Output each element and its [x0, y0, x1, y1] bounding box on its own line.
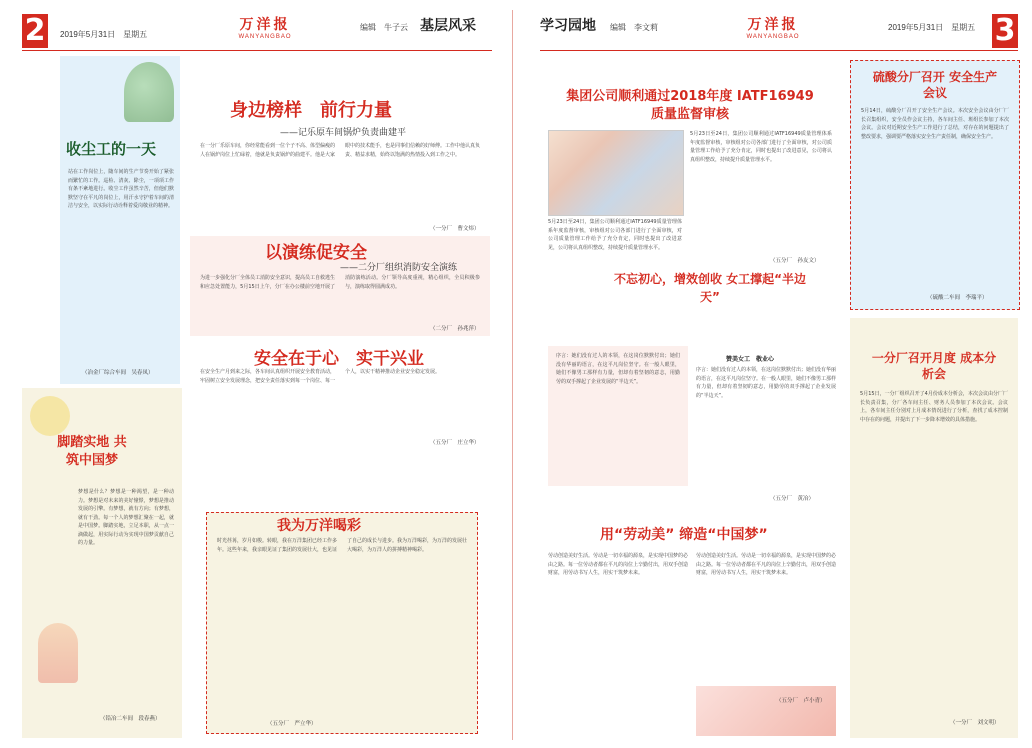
masthead-sub-left: WANYANGBAO [238, 34, 292, 40]
kid-illustration [38, 623, 78, 683]
analysis-article [850, 318, 1018, 738]
analysis-body: 5月15日，一分厂组织召开了4月份成本分析会，本次会议由分厂厂长负责召集，分厂各车间主任、财务人员参加了本次会议。会议上，各车间主任分别对上月成本情况进行了分析，查找了成本控制中存在的问题，并提出了下一步降本增效的具体措施。 [860, 391, 1008, 423]
safety-title: 安全在于心 实干兴业 [254, 349, 424, 369]
editor-right: 编辑 李文莉 [610, 23, 658, 32]
women-poem-title: 赞美女工 敬业心 [726, 356, 775, 363]
section-name-left: 基层风采 [420, 18, 476, 34]
labor-byline: （五分厂 卢小青） [776, 698, 826, 704]
sulfuric-byline: （硫酸二车间 李瑞平） [927, 295, 988, 301]
drill-subtitle: ——二分厂组织消防安全演练 [340, 263, 458, 273]
date-left: 2019年5月31日 星期五 [60, 30, 148, 39]
drill-title: 以演练促安全 [265, 243, 367, 263]
pacesetter-byline: （一分厂 曹文炜） [430, 226, 480, 232]
flag-illustration [30, 396, 70, 436]
masthead-title-left: 万洋报 [239, 17, 291, 33]
drill-article [190, 236, 490, 336]
labor-title: 用“劳动美” 缔造“中国梦” [600, 527, 768, 543]
masthead-right [738, 14, 808, 40]
women-intro-box [548, 346, 688, 486]
sulfuric-title: 硫酸分厂召开 安全生产会议 [872, 70, 998, 100]
editor-left: 编辑 牛子云 [360, 23, 408, 32]
cheer-body: 时光荏苒，岁月如梭。转眼，我在万洋集团已经工作多年。这些年来，我亲眼见证了集团的发展壮大，也见证了自己的成长与进步。我为万洋喝彩，为万洋的发展壮大喝彩，为万洋人的拼搏精神喝彩。 [217, 538, 467, 553]
iatf-body: 5月23日至24日，集团公司顺利通过IATF16949质量管理体系年度监督审核，审核组对公司各部门进行了全面审核，对公司质量管理工作给予了充分肯定，同时也提出了改进意见，公司将认真组织整改，持续提升质量管理水平。 [548, 219, 682, 251]
harvest-byline: （冶金厂综合车间 吴春凤） [82, 370, 154, 376]
women-body: 序言：她们没有过人的本领，在这岗位默默付出；她们没有华丽的语言，在这平凡岗位坚守。在一般人眼里，她们不像男工那样有力量，但却有着坚韧的意志，用勤劳的双手撑起了企业发展的“半边天”。 [696, 367, 836, 399]
header-rule-left [22, 50, 492, 51]
masthead-title-right: 万洋报 [747, 17, 799, 33]
harvest-body: 站在工作岗位上，随车间的生产节奏开始了紧张而繁忙的工作。巡检、清灰、除尘，一项项工作有条不紊地进行。收尘工作虽然辛苦，但他们默默坚守在平凡的岗位上，用汗水守护着车间的清洁与安全，以实际行动诠释着爱岗敬业的精神。 [68, 169, 174, 209]
plant-illustration [124, 62, 174, 122]
chinadream-left-title: 脚踏实地 共筑中国梦 [57, 435, 127, 468]
pacesetter-subtitle: ——记乐原车间锅炉负责曲建平 [280, 128, 407, 138]
women-intro: 序言：她们没有过人的本领，在这岗位默默付出；她们没有华丽的语言，在这平凡岗位坚守。在一般人眼里，她们不像男工那样有力量，但却有着坚韧的意志，用勤劳的双手撑起了企业发展的“半边天”。 [556, 353, 680, 385]
chinadream-left-article [22, 388, 182, 738]
date-right: 2019年5月31日 星期五 [888, 23, 976, 32]
safety-body: 在安全生产月到来之际，各车间认真组织开展安全教育活动，牢固树立安全发展理念，把安全责任落实到每一个岗位、每一个人，以实干精神推动企业安全稳定发展。 [200, 369, 441, 384]
page-number-left: 2 [22, 14, 48, 48]
drill-byline: （二分厂 孙兆萍） [430, 326, 480, 332]
iatf-byline: （五分厂 孙友文） [770, 258, 820, 264]
analysis-byline: （一分厂 刘文明） [950, 720, 1000, 726]
drill-body: 为进一步强化分厂全体员工消防安全意识，提高员工自救逃生和应急处置能力，5月15日上午，分厂在办公楼前空地开展了消防演练活动。分厂领导高度重视，精心组织，全员积极参与，演练取得圆满成功。 [200, 275, 480, 290]
cheer-byline: （五分厂 严立华） [267, 721, 317, 727]
pacesetter-body: 在一分厂乐原车间，你经常能看到一位个子不高、体型偏瘦的人在锅炉岗位上忙碌着，他就是负责锅炉的曲建平。他是大家眼中的技术能手，也是同事们信赖的好师傅。工作中他认真负责、精益求精，始终以饱满的热情投入到工作之中。 [200, 143, 480, 158]
masthead-left [230, 14, 300, 40]
pacesetter-title: 身边榜样 前行力量 [230, 100, 392, 121]
meeting-photo [548, 130, 684, 216]
chinadream-left-body: 梦想是什么？梦想是一种渴望，是一种动力。梦想是对未来的美好憧憬，梦想是推动发展的引擎。有梦想，就有方向；有梦想，就有干劲。每一个人的梦想汇聚在一起，就是中国梦。脚踏实地，立足本职，从一点一滴做起，用实际行动为实现中国梦贡献自己的力量。 [78, 489, 174, 546]
pacesetter-article [190, 56, 490, 236]
safety-article [190, 338, 490, 448]
labor-body: 劳动创造美好生活。劳动是一切幸福的源泉，是实现中国梦的必由之路。每一位劳动者都在平凡的岗位上辛勤付出，用双手创造财富，用劳动书写人生，用实干筑梦未来。 [548, 553, 688, 576]
labor-body-2: 劳动创造美好生活。劳动是一切幸福的源泉，是实现中国梦的必由之路。每一位劳动者都在平凡的岗位上辛勤付出，用双手创造财富，用劳动书写人生，用实干筑梦未来。 [696, 553, 836, 576]
sulfuric-article [850, 60, 1020, 310]
header-rule-right [540, 50, 1018, 51]
women-title: 不忘初心，增效创收 女工撑起“半边天” [613, 272, 807, 304]
women-article [540, 266, 840, 516]
iatf-article [540, 60, 840, 264]
page-divider [512, 10, 513, 740]
women-byline: （五分厂 黄冶） [770, 496, 815, 502]
labor-article [540, 518, 840, 743]
harvest-article [60, 56, 180, 384]
safety-byline: （五分厂 庄立华） [430, 440, 480, 446]
flag-image [696, 686, 836, 736]
page-number-right: 3 [992, 14, 1018, 48]
cheer-article [206, 512, 478, 734]
iatf-body-2: 5月23日至24日，集团公司顺利通过IATF16949质量管理体系年度监督审核，审核组对公司各部门进行了全面审核，对公司质量管理工作给予了充分肯定，同时也提出了改进意见，公司将认真组织整改，持续提升质量管理水平。 [690, 131, 832, 163]
analysis-title: 一分厂召开月度 成本分析会 [871, 351, 997, 381]
harvest-title: 收尘工的一天 [66, 140, 157, 158]
masthead-sub-right: WANYANGBAO [746, 34, 800, 40]
date-line-left [60, 22, 147, 41]
section-name-right: 学习园地 [540, 18, 596, 34]
chinadream-left-byline: （铅冶二车间 段春燕） [100, 716, 161, 722]
cheer-title: 我为万洋喝彩 [277, 518, 361, 534]
sulfuric-body: 5月14日，硫酸分厂召开了安全生产会议。本次安全会议由分厂厂长召集组织，安全员作会议主持，各车间主任、班组长参加了本次会议。会议对近期安全生产工作进行了总结，对存在的问题提出了整改要求，强调要严格落实安全生产责任制，确保安全生产。 [861, 108, 1009, 140]
iatf-title: 集团公司顺利通过2018年度 IATF16949质量监督审核 [566, 89, 814, 122]
